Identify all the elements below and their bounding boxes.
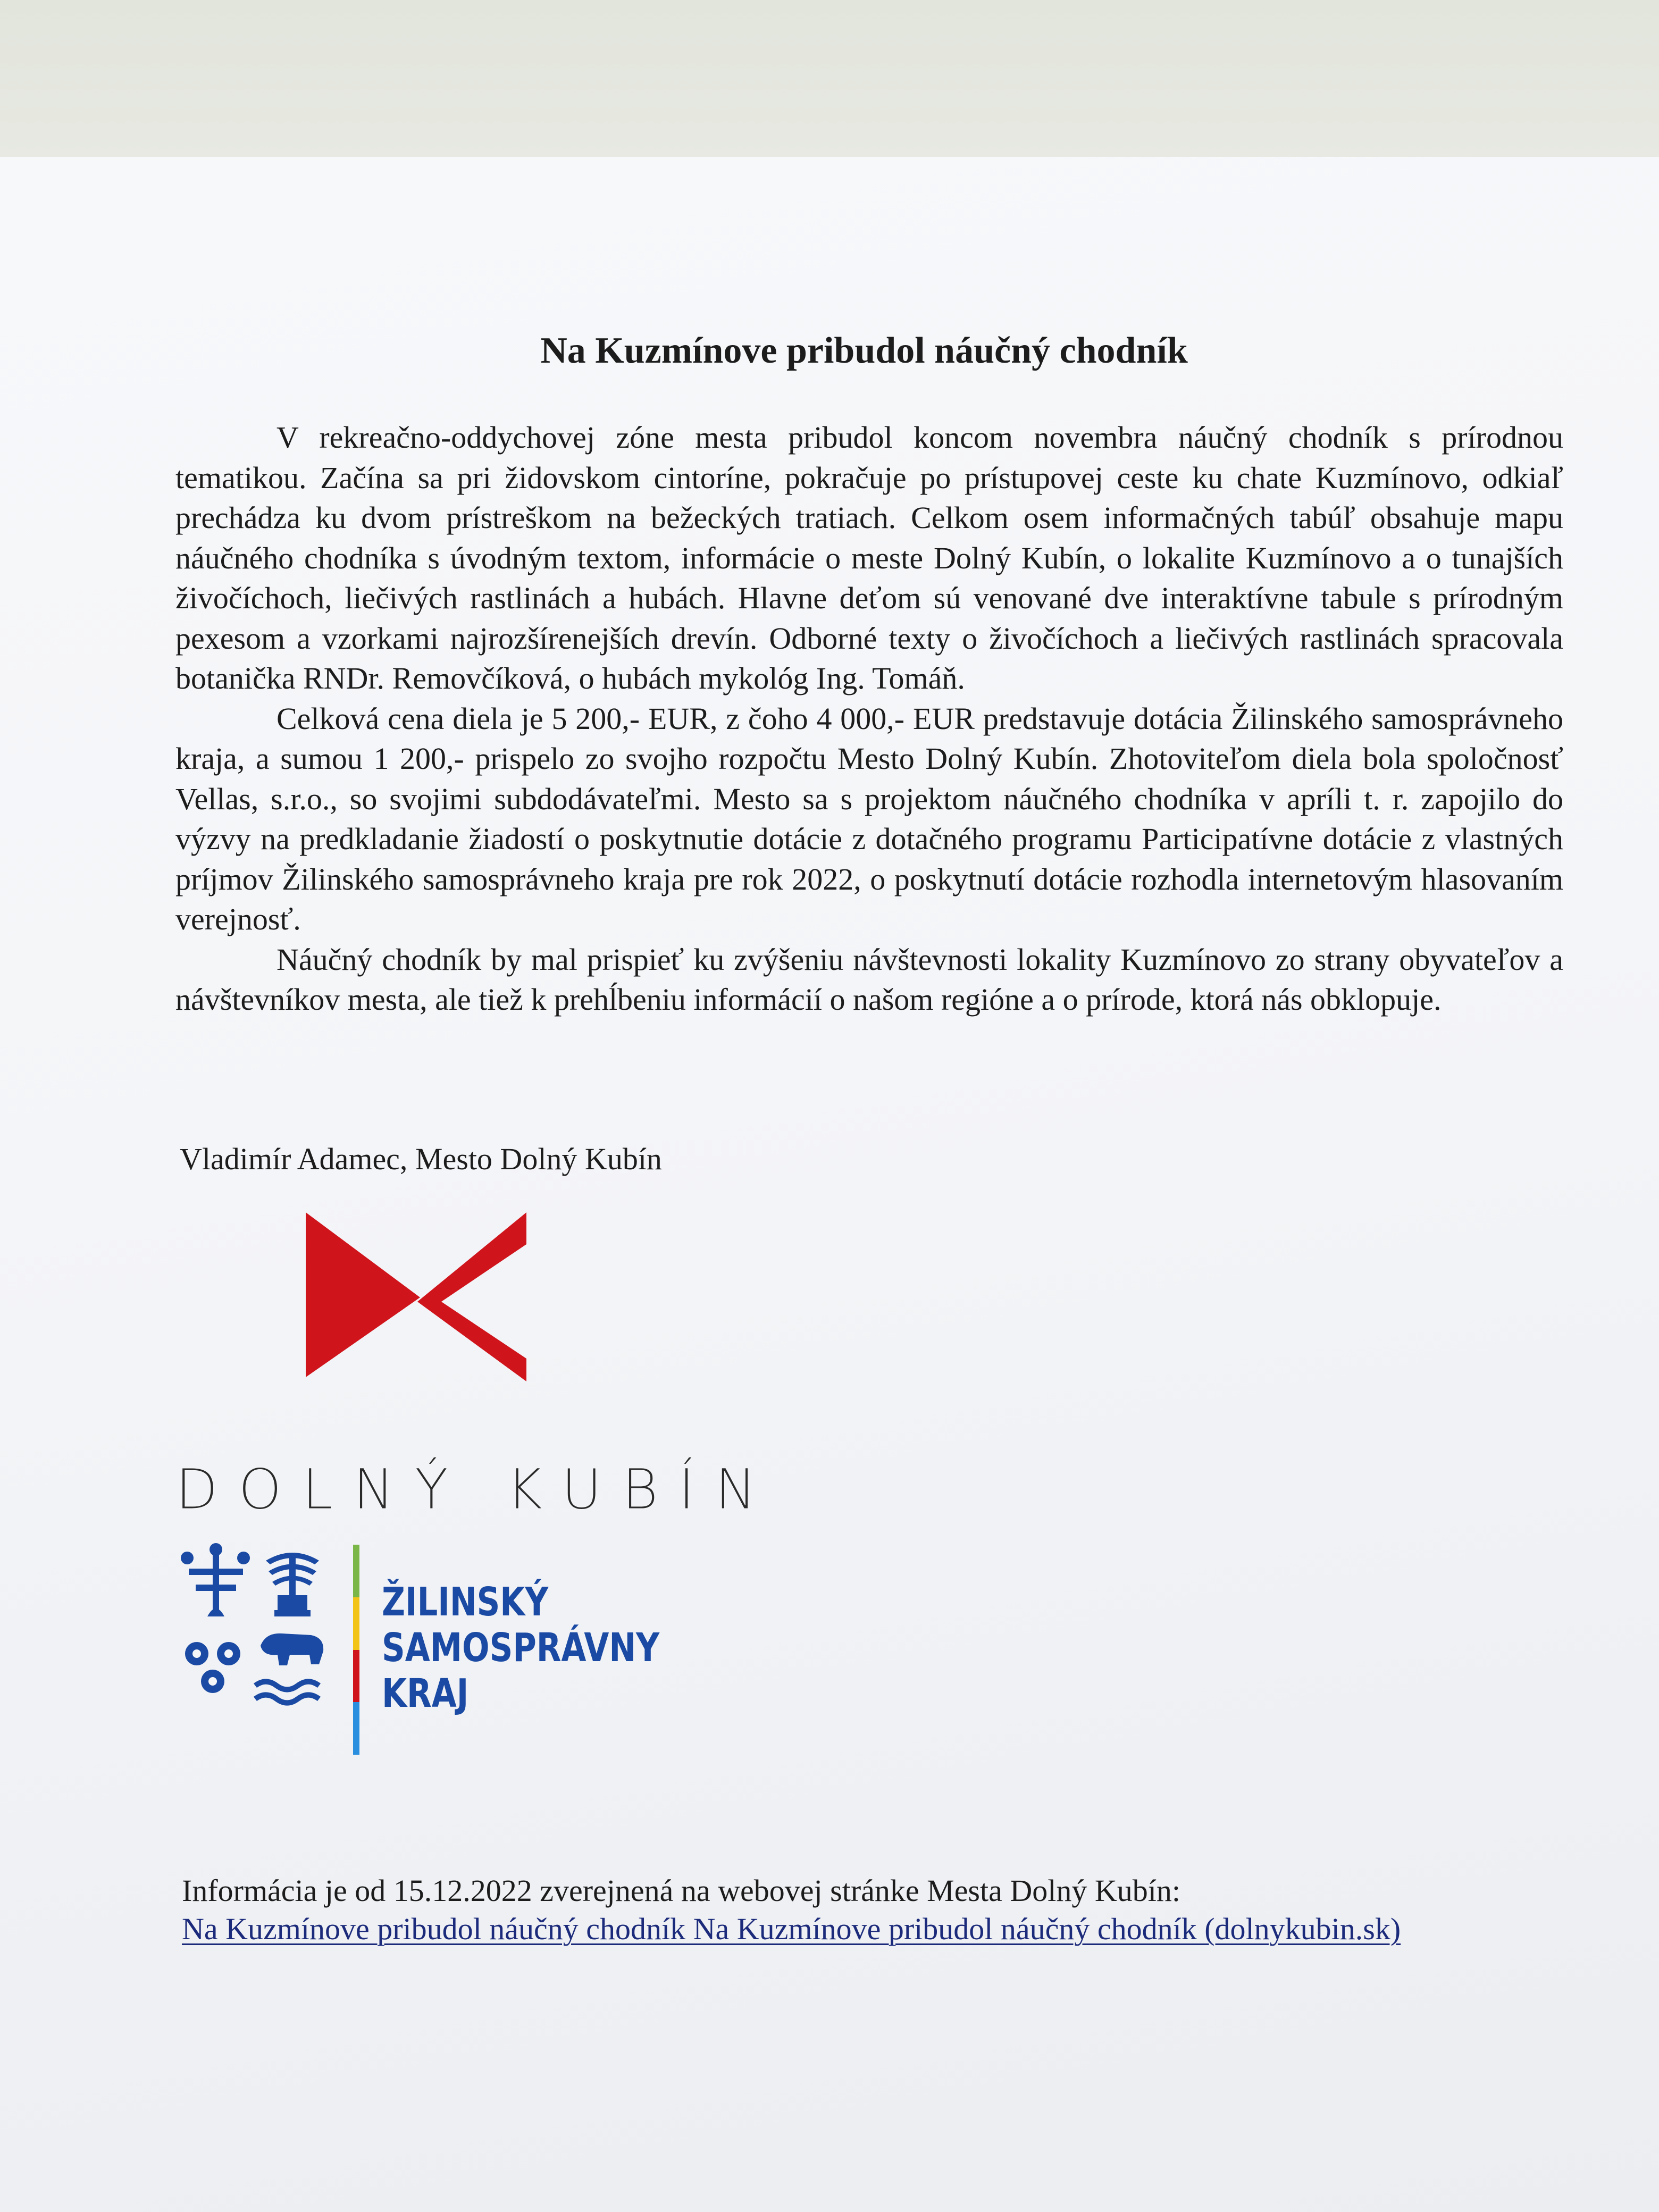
zsk-color-bar: [353, 1545, 359, 1755]
publication-info: Informácia je od 15.12.2022 zverejnená na webovej stránke Mesta Dolný Kubín:: [182, 1873, 1180, 1908]
article-body: [175, 417, 1563, 1020]
zsk-wordmark: [382, 1579, 659, 1716]
background-wall: [0, 0, 1659, 160]
paragraph-2: Celková cena diela je 5 200,- EUR, z čoho 4 000,- EUR predstavuje dotácia Žilinského samosprávneho kraja, a sumou 1 200,- prispelo zo svojho rozpočtu Mesto Dolný Kubín. Zhotoviteľom diela bola spoločnosť Vellas, s.r.o., so svojimi subdodávateľmi. Mesto sa s projektom náučného chodníka v apríli t. r. zapojilo do výzvy na predkladanie žiadostí o poskytnutie dotácie z dotačného programu Participatívne dotácie z vlastných príjmov Žilinského samosprávneho kraja pre rok 2022, o poskytnutí dotácie rozhodla internetovým hlasovaním verejnosť.: [175, 701, 1563, 936]
roses-symbol: [185, 1642, 240, 1693]
dk-mark-right-chevron: [417, 1212, 526, 1381]
document-title: Na Kuzmínove pribudol náučný chodník: [540, 330, 1188, 371]
zilinsky-kraj-logo: [175, 1542, 660, 1755]
paragraph-3: Náučný chodník by mal prispieť ku zvýšeniu návštevnosti lokality Kuzmínovo zo strany obyvateľov a návštevníkov mesta, ale tiež k prehĺbeniu informácií o našom regióne a o prírode, ktorá nás obklopuje.: [175, 942, 1563, 1017]
double-cross-symbol: [181, 1543, 250, 1616]
footer-info: [182, 1872, 1618, 1948]
zsk-bar-green: [353, 1545, 359, 1597]
dolny-kubin-wordmark: DOLNÝ KUBÍN: [175, 1457, 777, 1522]
dolny-kubin-logo: [175, 1212, 777, 1522]
tree-crown-symbol: [266, 1553, 319, 1616]
zsk-line-3: KRAJ: [382, 1671, 469, 1716]
source-link[interactable]: Na Kuzmínove pribudol náučný chodník Na Kuzmínove pribudol náučný chodník (dolnykubin.sk): [182, 1912, 1401, 1946]
zsk-bar-yellow: [353, 1597, 359, 1650]
zsk-bar-blue: [353, 1702, 359, 1755]
zsk-line-2: SAMOSPRÁVNY: [382, 1625, 660, 1671]
zsk-line-1: ŽILINSKÝ: [382, 1579, 549, 1625]
dk-mark-left-triangle: [306, 1212, 420, 1377]
dk-bowtie-mark-icon: [306, 1212, 529, 1382]
author-line: Vladimír Adamec, Mesto Dolný Kubín: [180, 1142, 662, 1176]
bear-symbol: [255, 1633, 323, 1703]
zsk-heraldic-symbols-icon: [175, 1542, 335, 1733]
paragraph-1: V rekreačno-oddychovej zóne mesta pribudol koncom novembra náučný chodník s prírodnou tematikou. Začína sa pri židovskom cintoríne, pokračuje po prístupovej ceste ku chate Kuzmínovo, odkiaľ prechádza ku dvom prístreškom na bežeckých tratiach. Celkom osem informačných tabúľ obsahuje mapu náučného chodníka s úvodným textom, informácie o meste Dolný Kubín, o lokalite Kuzmínovo a o tunajších živočíchoch, liečivých rastlinách a hubách. Hlavne deťom sú venované dve interaktívne tabule s prírodným pexesom a vzorkami najrozšírenejších drevín. Odborné texty o živočíchoch a liečivých rastlinách spracovala botanička RNDr. Removčíková, o hubách mykológ Ing. Tomáň.: [175, 420, 1563, 696]
zsk-bar-red: [353, 1650, 359, 1703]
